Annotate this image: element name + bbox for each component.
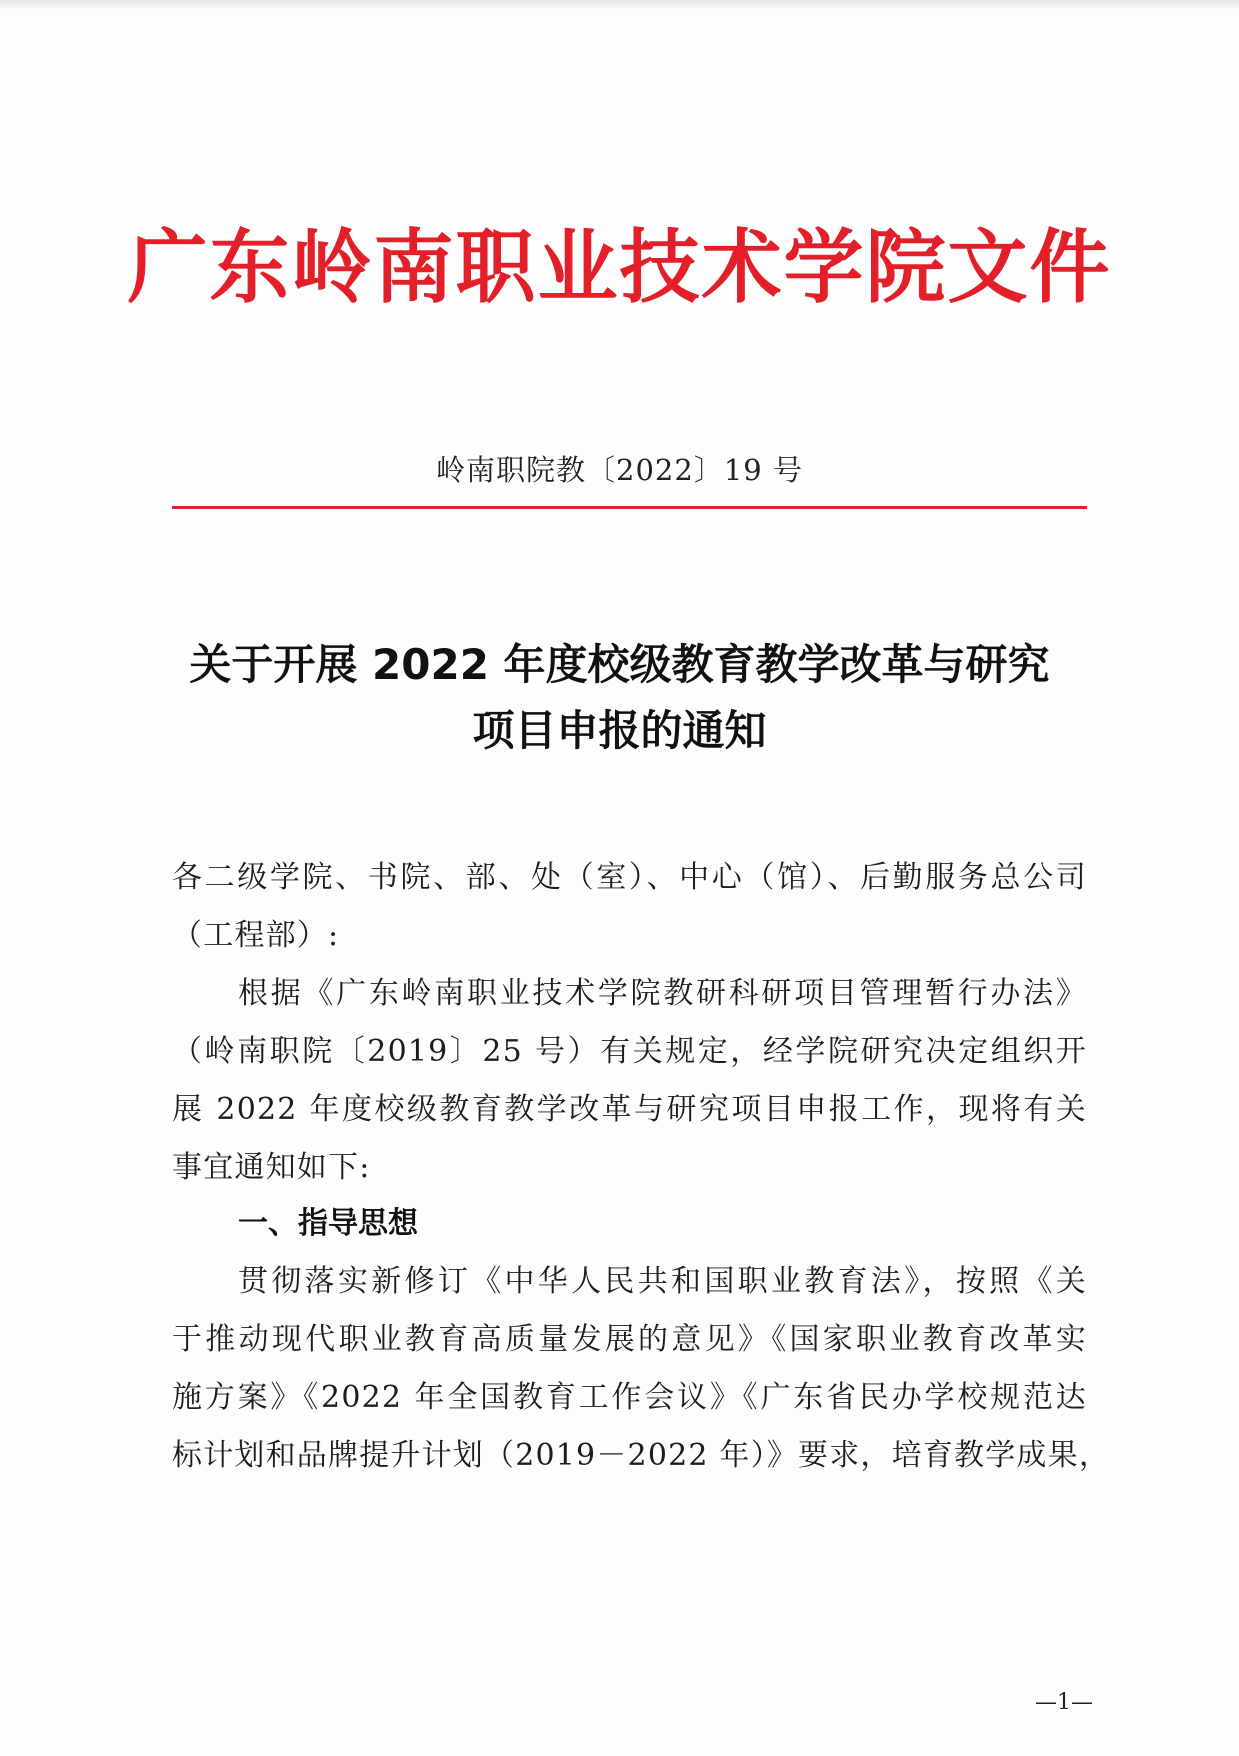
- notice-title-line-1: 关于开展 2022 年度校级教育教学改革与研究: [189, 640, 1050, 689]
- intro-line-2: （岭南职院〔2019〕25 号）有关规定，经学院研究决定组织开: [172, 1034, 1087, 1069]
- page-number: —1—: [1035, 1690, 1093, 1715]
- section-1-line-4: 标计划和品牌提升计划（2019－2022 年）》要求，培育教学成果，: [172, 1438, 1111, 1473]
- salutation-line-2: （工程部）:: [172, 918, 340, 953]
- document-number: 岭南职院教〔2022〕19 号: [436, 453, 803, 487]
- intro-line-4: 事宜通知如下:: [172, 1150, 371, 1185]
- red-separator-rule: [172, 506, 1087, 509]
- notice-title-line-2: 项目申报的通知: [472, 706, 767, 755]
- intro-line-3: 展 2022 年度校级教育教学改革与研究项目申报工作，现将有关: [172, 1092, 1087, 1127]
- salutation-line-1: 各二级学院、书院、部、处（室）、中心（馆）、后勤服务总公司: [172, 860, 1087, 895]
- scan-edge-shadow: [0, 0, 1239, 10]
- notice-title: [0, 632, 1239, 764]
- section-1-line-2: 于推动现代职业教育高质量发展的意见》《国家职业教育改革实: [172, 1322, 1087, 1357]
- red-header-title: 广东岭南职业技术学院文件: [127, 221, 1112, 314]
- section-1-line-1: 贯彻落实新修订《中华人民共和国职业教育法》，按照《关: [238, 1264, 1087, 1299]
- section-1-line-3: 施方案》《2022 年全国教育工作会议》《广东省民办学校规范达: [172, 1380, 1087, 1415]
- section-1-heading: 一、指导思想: [238, 1206, 418, 1241]
- intro-line-1: 根据《广东岭南职业技术学院教研科研项目管理暂行办法》: [238, 976, 1087, 1011]
